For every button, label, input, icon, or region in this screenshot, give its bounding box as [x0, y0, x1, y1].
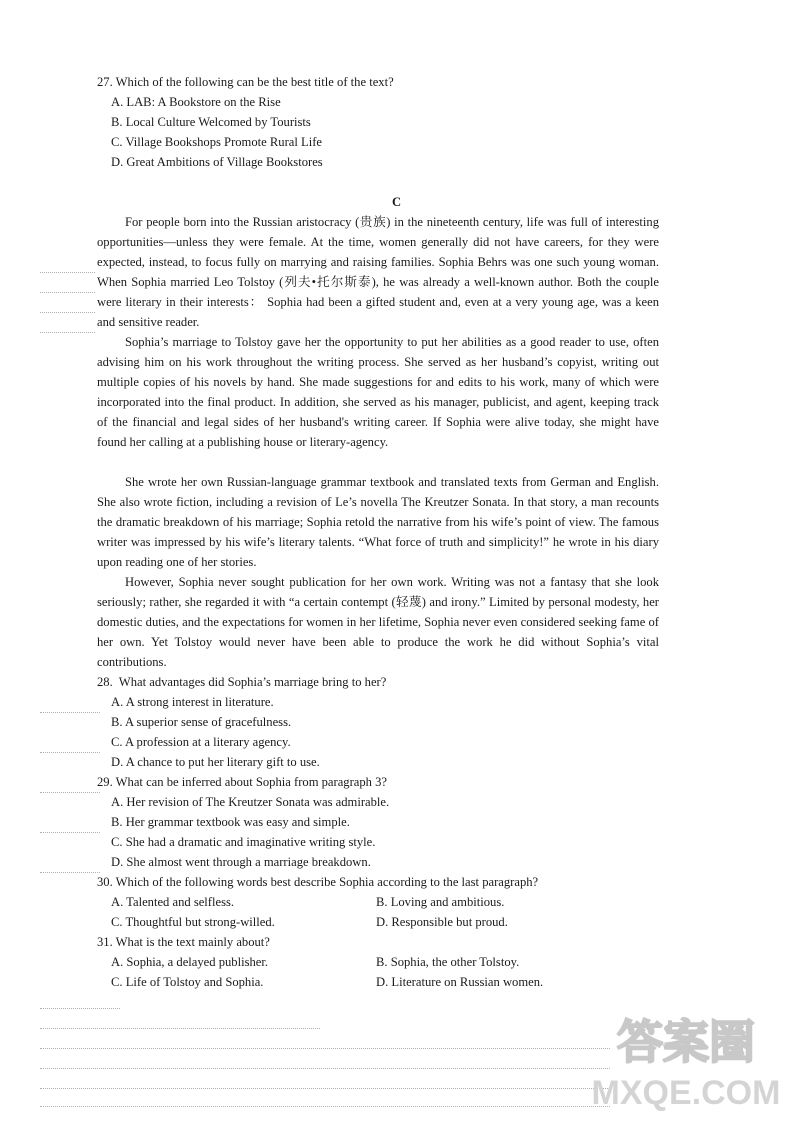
- passage-paragraph-4: However, Sophia never sought publication for her own work. Writing was not a fantasy that she look seriously; rather, she regarded it with “a certain contempt (轻蔑) and irony.” Limited by personal modesty, her domestic duties, and the expectations for women in her lifetime, Sophia never even considered seeking fame of her own. Yet Tolstoy would never have been able to produce the work he did without Sophia’s vital contributions.: [97, 575, 659, 669]
- question-28-option-a: A. A strong interest in literature.: [111, 695, 274, 709]
- question-27-option-a: A. LAB: A Bookstore on the Rise: [111, 95, 281, 109]
- scan-dots: [40, 1088, 610, 1089]
- scan-dots: [40, 1008, 120, 1009]
- scan-dots: [40, 1048, 610, 1049]
- scan-dots: [40, 1106, 610, 1107]
- question-29-option-b: B. Her grammar textbook was easy and simple.: [111, 815, 350, 829]
- question-30-stem: 30. Which of the following words best describe Sophia according to the last paragraph?: [97, 875, 539, 889]
- passage-paragraph-2: Sophia’s marriage to Tolstoy gave her the opportunity to put her abilities as a good reader to use, often advising him on his work throughout the writing process. She served as her husband’s copyist, writing out multiple copies of his novels by hand. She made suggestions for and edits to his work, many of which were incorporated into the final product. In addition, she served as his manager, publicist, and agent, keeping track of the financial and legal sides of her husband's writing career. If Sophia were alive today, she might have found her calling at a publishing house or literary-agency.: [97, 335, 659, 449]
- scan-dots: [40, 792, 100, 793]
- watermark-logo: [591, 996, 781, 1116]
- question-29-option-c: C. She had a dramatic and imaginative writing style.: [111, 835, 376, 849]
- passage-paragraph-1: For people born into the Russian aristocracy (贵族) in the nineteenth century, life was full of interesting opportunities—unless they were female. At the time, women generally did not have careers, for they were expected, instead, to focus fully on marrying and raising families. Sophia Behrs was one such young woman. When Sophia married Leo Tolstoy (列夫•托尔斯泰), he was already a well-known author. Both the couple were literary in their interests： Sophia had been a gifted student and, even at a very young age, was a keen and sensitive reader.: [97, 215, 659, 329]
- scan-dots: [40, 312, 95, 313]
- question-28-option-d: D. A chance to put her literary gift to use.: [111, 755, 320, 769]
- scan-dots: [40, 872, 100, 873]
- question-31-option-c: C. Life of Tolstoy and Sophia.: [111, 975, 264, 989]
- question-31-option-d: D. Literature on Russian women.: [376, 975, 544, 989]
- question-27-option-b: B. Local Culture Welcomed by Tourists: [111, 115, 311, 129]
- scan-dots: [40, 712, 100, 713]
- question-31-option-b: B. Sophia, the other Tolstoy.: [376, 955, 520, 969]
- section-heading: C: [391, 195, 402, 209]
- question-30-option-a: A. Talented and selfless.: [111, 895, 235, 909]
- question-31-stem: 31. What is the text mainly about?: [97, 935, 270, 949]
- question-27-option-d: D. Great Ambitions of Village Bookstores: [111, 155, 323, 169]
- question-28-option-b: B. A superior sense of gracefulness.: [111, 715, 292, 729]
- question-29-stem: 29. What can be inferred about Sophia from paragraph 3?: [97, 775, 388, 789]
- scan-dots: [40, 332, 95, 333]
- scan-dots: [40, 752, 100, 753]
- question-29-option-a: A. Her revision of The Kreutzer Sonata was admirable.: [111, 795, 390, 809]
- question-29-option-d: D. She almost went through a marriage breakdown.: [111, 855, 371, 869]
- svg-text:MXQE.COM: MXQE.COM: [591, 1074, 781, 1112]
- question-28-option-c: C. A profession at a literary agency.: [111, 735, 291, 749]
- question-30-option-d: D. Responsible but proud.: [376, 915, 508, 929]
- question-27-option-c: C. Village Bookshops Promote Rural Life: [111, 135, 322, 149]
- question-27-stem: 27. Which of the following can be the best title of the text?: [97, 75, 394, 89]
- scan-dots: [40, 1028, 320, 1029]
- question-30-option-b: B. Loving and ambitious.: [376, 895, 505, 909]
- scan-dots: [40, 832, 100, 833]
- scan-dots: [40, 272, 95, 273]
- question-28-stem: 28. What advantages did Sophia’s marriage bring to her?: [97, 675, 387, 689]
- svg-text:答案圈: 答案圈: [617, 1016, 755, 1068]
- question-31-option-a: A. Sophia, a delayed publisher.: [111, 955, 269, 969]
- scan-dots: [40, 1068, 610, 1069]
- passage-paragraph-3: She wrote her own Russian-language grammar textbook and translated texts from German and English. She also wrote fiction, including a revision of Le’s novella The Kreutzer Sonata. In that story, a man recounts the dramatic breakdown of his marriage; Sophia retold the narrative from his wife’s point of view. The famous writer was impressed by his wife’s literary talents. “What force of truth and simplicity!” he wrote in his diary upon reading one of her stories.: [97, 475, 659, 569]
- scan-dots: [40, 292, 95, 293]
- question-30-option-c: C. Thoughtful but strong-willed.: [111, 915, 275, 929]
